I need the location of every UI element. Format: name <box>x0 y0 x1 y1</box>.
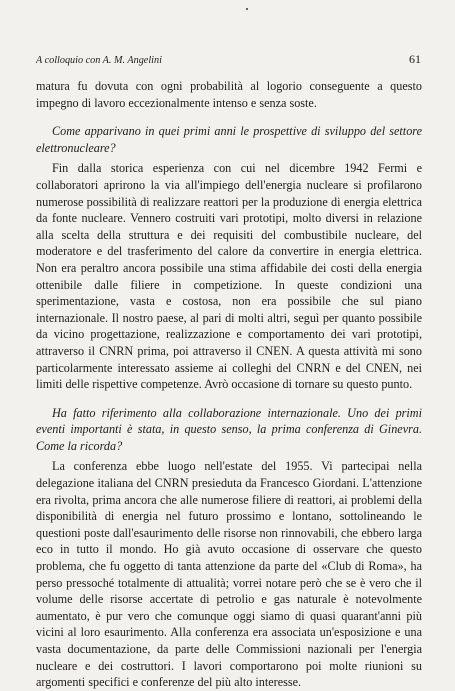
running-header <box>36 52 421 67</box>
scan-speck <box>246 8 248 10</box>
interview-question-2: Ha fatto riferimento alla collaborazione internazionale. Uno dei primi eventi importanti è stata, in questo senso, la prima conferenza di Ginevra. Come la ricorda? <box>36 405 422 453</box>
answer-paragraph-1: Fin dalla storica esperienza con cui nel dicembre 1942 Fermi e collaboratori aprirono la via all'impiego dell'energia nucleare si profilarono numerose possibilità di realizzare reattori per la produzione di energia elettrica da fonte nucleare. Vennero costruiti vari prototipi, molto diversi in relazione alla scelta della struttura e dei requisiti del combustibile nucleare, del moderatore e del trasferimento del calore da convertire in energia elettrica. Non era peraltro ancora possibile una stima affidabile dei costi della energia ottenibile dalle filiere in competizione. In queste condizioni una sperimentazione, vasta e costosa, non era possibile che sul piano internazionale. Il nostro paese, al pari di molti altri, seguì per quanto possibile da vicino progettazione, realizzazione e comportamento dei vari prototipi, attraverso il CNRN prima, poi attraverso il CNEN. A questa attività mi sono particolarmente interessato assieme ai colleghi del CNRN e del CNEN, nei limiti delle rispettive competenze. Avrò occasione di tornare su questo punto. <box>36 161 422 392</box>
interview-question-1: Come apparivano in quei primi anni le prospettive di sviluppo del settore elettronucleare? <box>36 124 422 155</box>
page-body <box>36 78 422 691</box>
running-title: A colloquio con A. M. Angelini <box>36 55 162 66</box>
page-number: 61 <box>409 52 421 66</box>
answer-paragraph-2: La conferenza ebbe luogo nell'estate del 1955. Vi partecipai nella delegazione italiana del CNRN presieduta da Francesco Giordani. L'attenzione era rivolta, prima ancora che alle numerose filiere di reattori, ai problemi della disponibilità di energia nel futuro prossimo e lontano, sottolineando le questioni poste dall'esaurimento delle risorse non rinnovabili, che ebbero larga eco in tutto il mondo. Ho già avuto occasione di osservare che questo problema, che fu oggetto di tanta attenzione da parte del «Club di Roma», ha perso pressoché totalmente di attualità; vorrei notare però che se è vero che il volume delle risorse accertate di petrolio e gas naturale è notevolmente aumentato, è pur vero che comunque oggi siamo di quasi quarant'anni più vicini al loro esaurimento. Alla conferenza era associata un'esposizione e una vasta documentazione, da parte delle Commissioni nazionali per l'energia nucleare e dei costruttori. I lavori comportarono poi molte riunioni su argomenti specifici e conferenze del più alto interesse. <box>36 459 422 690</box>
paragraph-continued: matura fu dovuta con ogni probabilità al logorio conseguente a questo impegno di lavoro eccezionalmente intenso e senza soste. <box>36 79 422 110</box>
